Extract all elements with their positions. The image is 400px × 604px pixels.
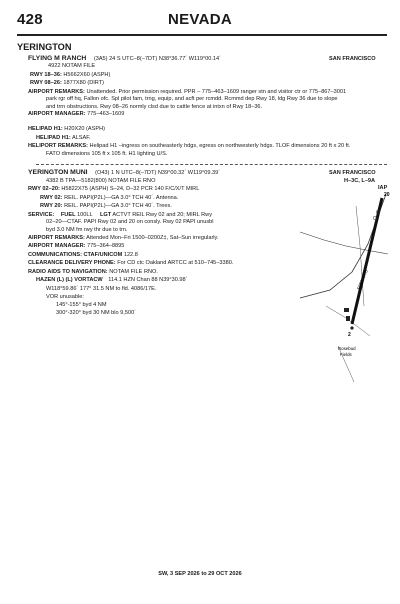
runway-end-value: REIL. PAPI(P2L)—GA 3.0° TCH 40´. Trees. xyxy=(64,203,172,209)
radio-aids-label: RADIO AIDS TO NAVIGATION: xyxy=(28,268,108,275)
remarks-text: Unattended. Prior permission required. PPR – 775–463–1609 ranger stn and visitor ctr or 775–867–3001 xyxy=(86,88,347,95)
vor-note: 145°-155° byd 4 NM xyxy=(56,302,107,308)
runway-value: H5822X75 (ASPH) S–24, D–32 PCR 140 F/C/X/T MIRL xyxy=(61,186,200,192)
navaid-label: HAZEN (L) (L) VORTACW xyxy=(36,277,103,283)
runway-label: RWY 18–36: xyxy=(30,71,62,78)
runway-end-label: RWY 20: xyxy=(40,203,63,209)
manager-label: AIRPORT MANAGER: xyxy=(28,111,86,117)
airport-name: FLYING M RANCH xyxy=(28,55,87,62)
runway-end-number: 2 xyxy=(348,332,351,338)
runway-strip xyxy=(352,198,382,324)
road-line xyxy=(300,194,386,298)
vor-note: VOR unusable: xyxy=(46,294,84,300)
region-label: SAN FRANCISCO xyxy=(329,56,376,62)
airport-location: (3A5) 24 S UTC–8(–7DT) N38°36.77´ W119°00.14´ xyxy=(93,56,222,62)
remarks-text: and trrn obstructions. Rwy 08–26 normly clsd due to cattle fence at intxn of Rwy 18–36. xyxy=(46,103,263,110)
city-heading: YERINGTON xyxy=(17,42,72,52)
elevation-line: 4382 B TPA—5182(800) NOTAM FILE RNO xyxy=(46,177,156,184)
map-label: Fields xyxy=(340,352,352,357)
runway-end-number: 20 xyxy=(384,192,390,198)
remarks-text: park rgr off hq, Fallon ofc. Spl pilot fam, trng, equip, and acft per rcmdd. Rcmmd dep Rwy 18, ldg Rwy 36 due to slope xyxy=(46,96,338,102)
map-label: Rosebud xyxy=(338,346,356,351)
road-line xyxy=(300,232,388,254)
building-icon xyxy=(344,308,349,312)
airport-location: (O43) 1 N UTC–8(–7DT) N39°00.32´ W119°09.39´ xyxy=(95,170,221,176)
service-label: SERVICE: xyxy=(28,211,55,218)
remarks-text: Attended Mon–Fri 1500–0200Z‡, Sat–Sun irregularly. xyxy=(86,234,219,241)
vor-note: 300°-320° byd 30 NM blo 9,500´ xyxy=(56,310,137,316)
building-icon xyxy=(346,316,350,321)
region-label: SAN FRANCISCO xyxy=(329,170,376,176)
remarks-label: AIRPORT REMARKS: xyxy=(28,88,85,95)
runway-value: H5662X60 (ASPH) xyxy=(63,71,111,78)
service-text: 02–20—CTAF. PAPI Rwy 02 and 20 on consly. Rwy 02 PAPI unusbl xyxy=(46,219,214,225)
runway-dimension-label: 5822 X 75 xyxy=(356,269,369,291)
elevation-line: 4922 NOTAM FILE xyxy=(48,63,96,69)
remarks-label: AIRPORT REMARKS: xyxy=(28,234,85,241)
fuel-label: FUEL xyxy=(60,211,76,218)
runway-label: RWY 08–26: xyxy=(30,80,62,86)
effective-dates: SW, 3 SEP 2026 to 29 OCT 2026 xyxy=(158,571,242,577)
navaid-value: W118°59.86´ 177° 31.5 NM to fld. 4086/17E. xyxy=(46,285,157,292)
navaid-value: 114.1 HZN Chan 88 N39°30.98´ xyxy=(108,277,188,283)
beacon-icon xyxy=(350,326,353,329)
clearance-text: For CD ctc Oakland ARTCC at 510–745–3380. xyxy=(117,260,234,266)
chart-reference: H–3C, L–9A xyxy=(344,177,376,184)
communications-label: COMMUNICATIONS: CTAF/UNICOM xyxy=(28,251,123,258)
airport-name: YERINGTON MUNI xyxy=(28,169,88,176)
manager-phone: 775–463–1609 xyxy=(87,111,125,117)
helipad-lighting-label: HELIPAD H1: xyxy=(36,134,71,141)
helipad-label: HELIPAD H1: xyxy=(28,126,63,132)
runway-end-label: RWY 02: xyxy=(40,194,63,201)
runway-end-value: REIL. PAPI(P2L)—GA 3.0° TCH 40´. Antenna. xyxy=(64,194,179,201)
service-text: byd 3.0 NM fm rwy thr due to trn. xyxy=(46,226,128,233)
ctaf-frequency: 122.8 xyxy=(123,251,138,258)
heliport-remarks-label: HELIPORT REMARKS: xyxy=(28,143,88,149)
manager-phone: 775–364–8895 xyxy=(87,243,125,249)
manager-label: AIRPORT MANAGER: xyxy=(28,243,86,249)
helipad-value: H20X20 (ASPH) xyxy=(64,126,106,132)
lighting-label: LGT xyxy=(99,211,112,218)
runway-label: RWY 02–20: xyxy=(28,186,60,192)
heliport-remarks-text: Helipad H1 –ingress on southeasterly hdgs, egress on northwesterly hdgs. TLOF dimensions 20 ft x 20 ft. xyxy=(89,143,351,149)
runway-value: 1877X80 (DIRT) xyxy=(63,80,105,86)
iap-label: IAP xyxy=(378,185,388,191)
state-title: NEVADA xyxy=(167,11,233,28)
clearance-label: CLEARANCE DELIVERY PHONE: xyxy=(28,260,116,266)
radio-aids-text: NOTAM FILE RNO. xyxy=(109,268,158,275)
heliport-remarks-text: FATO dimensions 105 ft x 105 ft. H1 lighting U/S. xyxy=(46,150,168,157)
page-number: 428 xyxy=(17,11,43,28)
header-rule xyxy=(17,34,387,36)
helipad-lighting-value: ALSAF. xyxy=(71,134,91,141)
entry-separator xyxy=(36,164,387,165)
airport-diagram xyxy=(296,186,392,386)
service-text: ACTVT REIL Rwy 02 and 20; MIRL Rwy xyxy=(112,211,213,218)
fuel-value: 100LL xyxy=(77,211,93,218)
